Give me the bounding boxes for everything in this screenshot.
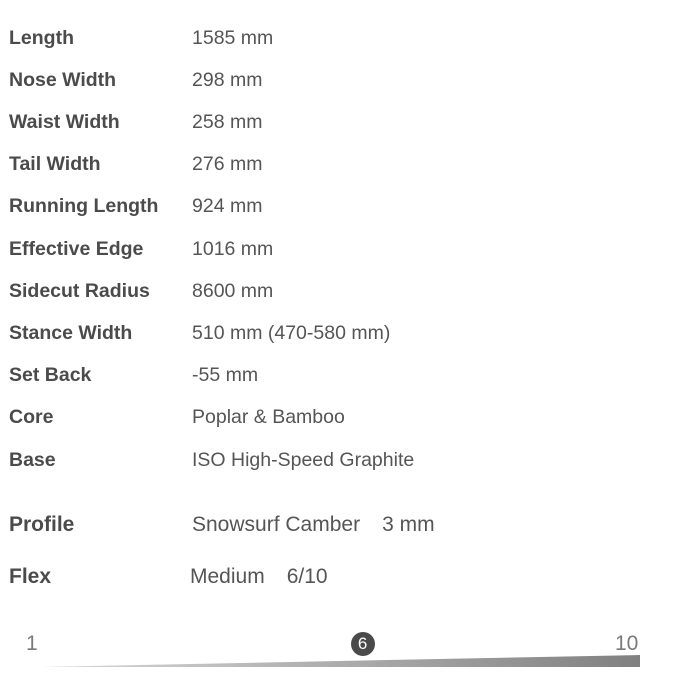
spec-label: Running Length: [9, 195, 159, 217]
spec-value: 276 mm: [192, 153, 263, 175]
spec-row-waist-width: [0, 107, 700, 137]
flex-scale-min: 1: [26, 632, 38, 655]
flex-scale-marker: 6: [351, 632, 375, 656]
flex-description: Medium: [190, 565, 265, 588]
spec-label: Sidecut Radius: [9, 280, 150, 302]
spec-row-core: [0, 402, 700, 432]
spec-label: Nose Width: [9, 69, 117, 91]
spec-value: Poplar & Bamboo: [192, 406, 345, 428]
profile-amount: 3 mm: [382, 513, 435, 536]
flex-label: Flex: [9, 565, 52, 588]
flex-rating: 6/10: [286, 565, 328, 588]
spec-value: 924 mm: [192, 195, 263, 217]
spec-value: 510 mm (470-580 mm): [192, 322, 391, 344]
profile-label: Profile: [9, 513, 75, 536]
spec-row-base: [0, 445, 700, 475]
spec-row-flex: [0, 562, 700, 592]
spec-row-running-length: [0, 191, 700, 221]
spec-value: 1016 mm: [192, 238, 274, 260]
spec-label: Length: [9, 27, 74, 49]
spec-row-profile: [0, 510, 700, 540]
spec-value: 298 mm: [192, 69, 263, 91]
flex-scale-wedge: [40, 655, 640, 667]
spec-value: ISO High-Speed Graphite: [192, 449, 415, 471]
flex-scale-max: 10: [615, 632, 639, 655]
spec-value: 8600 mm: [192, 280, 274, 302]
spec-label: Tail Width: [9, 153, 101, 175]
spec-label: Effective Edge: [9, 238, 144, 260]
spec-label: Core: [9, 406, 54, 428]
spec-row-tail-width: [0, 149, 700, 179]
flex-scale: [0, 620, 700, 680]
spec-label: Waist Width: [9, 111, 120, 133]
spec-value: 258 mm: [192, 111, 263, 133]
spec-row-length: [0, 23, 700, 53]
profile-type: Snowsurf Camber: [192, 513, 361, 536]
spec-row-set-back: [0, 360, 700, 390]
spec-label: Set Back: [9, 364, 92, 386]
flex-value: [190, 562, 328, 592]
spec-value: -55 mm: [192, 364, 259, 386]
spec-value: 1585 mm: [192, 27, 274, 49]
spec-row-sidecut-radius: [0, 276, 700, 306]
spec-row-effective-edge: [0, 234, 700, 264]
spec-row-stance-width: [0, 318, 700, 348]
flex-scale-bar: [0, 620, 700, 680]
spec-label: Base: [9, 449, 56, 471]
spec-row-nose-width: [0, 65, 700, 95]
profile-value: [192, 510, 435, 540]
spec-label: Stance Width: [9, 322, 133, 344]
